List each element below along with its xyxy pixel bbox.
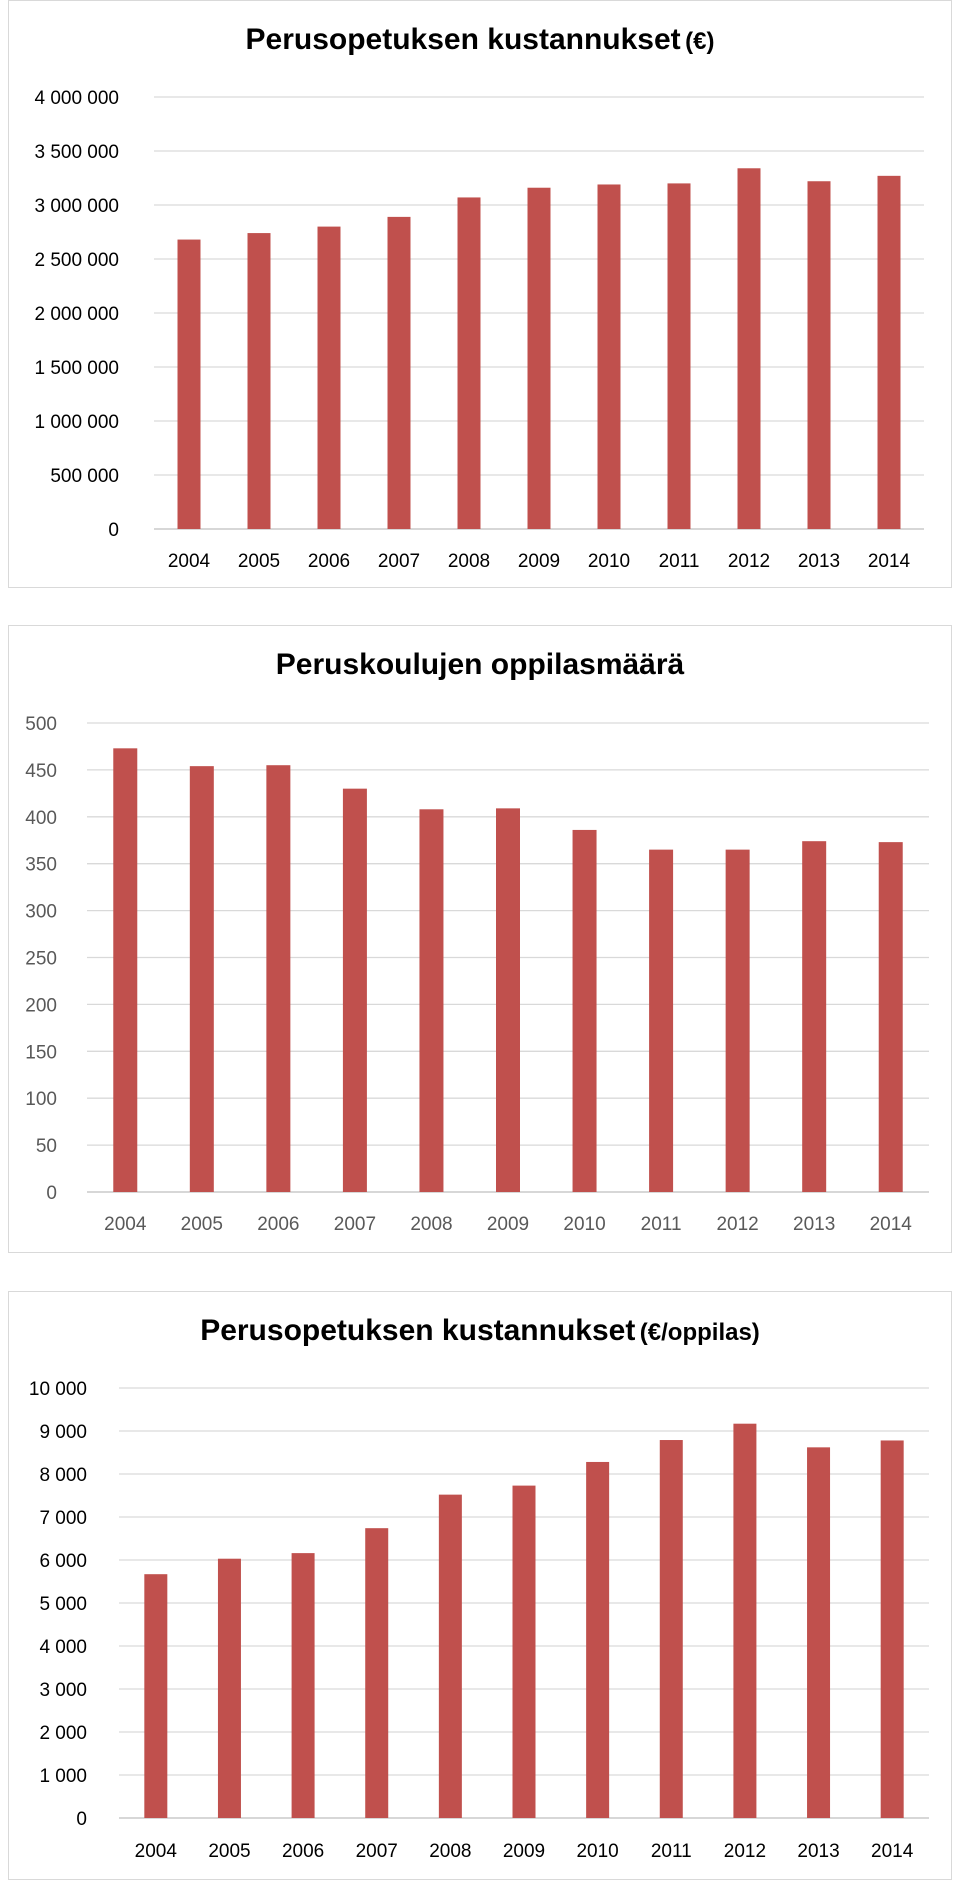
bar-2011 <box>668 183 691 529</box>
y-tick-label: 250 <box>25 948 57 970</box>
chart-panel-cost-per-pupil <box>8 1291 952 1880</box>
y-tick-label: 2 000 <box>39 1723 87 1744</box>
y-tick-label: 100 <box>25 1089 57 1111</box>
bar-2008 <box>458 197 481 529</box>
x-tick-label: 2014 <box>869 1214 912 1235</box>
y-tick-label: 6 000 <box>39 1551 87 1572</box>
bar-2004 <box>113 748 137 1192</box>
bar-2008 <box>419 809 443 1192</box>
y-tick-label: 9 000 <box>39 1422 87 1443</box>
x-tick-label: 2011 <box>650 1841 692 1862</box>
x-tick-label: 2004 <box>104 1214 147 1235</box>
x-tick-label: 2007 <box>355 1841 398 1862</box>
bar-2005 <box>190 766 214 1192</box>
x-tick-label: 2005 <box>208 1841 251 1862</box>
bar-2014 <box>881 1440 904 1818</box>
y-tick-label: 3 500 000 <box>34 142 119 163</box>
bar-2012 <box>733 1424 756 1818</box>
y-tick-label: 1 000 000 <box>34 412 119 433</box>
bar-2006 <box>266 765 290 1192</box>
y-tick-label: 400 <box>25 807 57 829</box>
chart-plot-cost-per-pupil <box>9 1292 953 1881</box>
y-tick-label: 300 <box>25 901 57 923</box>
y-tick-label: 2 000 000 <box>34 304 119 325</box>
x-tick-label: 2014 <box>867 551 911 572</box>
x-tick-label: 2013 <box>797 1841 840 1862</box>
y-tick-label: 5 000 <box>39 1594 87 1615</box>
chart-panel-costs <box>8 0 952 588</box>
x-tick-label: 2009 <box>517 551 561 572</box>
x-tick-label: 2012 <box>716 1214 759 1235</box>
x-tick-label: 2010 <box>576 1841 619 1862</box>
y-tick-label: 50 <box>35 1136 57 1158</box>
x-tick-label: 2014 <box>871 1841 914 1862</box>
chart-title-unit: (€) <box>685 28 715 55</box>
x-tick-label: 2006 <box>281 1841 325 1862</box>
x-tick-label: 2013 <box>793 1214 836 1235</box>
y-tick-label: 450 <box>25 760 57 782</box>
chart-title-main: Perusopetuksen kustannukset <box>200 1314 636 1347</box>
bar-2006 <box>292 1553 315 1818</box>
bar-2009 <box>496 808 520 1192</box>
bar-2010 <box>573 830 597 1192</box>
bar-2005 <box>218 1559 241 1818</box>
x-tick-label: 2006 <box>307 551 351 572</box>
y-tick-label: 8 000 <box>39 1465 87 1486</box>
bar-2007 <box>343 789 367 1192</box>
y-tick-label: 1 500 000 <box>34 358 119 379</box>
x-tick-label: 2009 <box>502 1841 546 1862</box>
bar-2012 <box>726 850 750 1192</box>
y-tick-label: 3 000 000 <box>34 196 119 217</box>
chart-panel-pupils <box>8 625 952 1253</box>
x-tick-label: 2007 <box>333 1214 377 1235</box>
x-tick-label: 2010 <box>587 551 631 572</box>
y-tick-label: 0 <box>76 1809 87 1830</box>
bar-2012 <box>738 168 761 529</box>
x-tick-label: 2012 <box>727 551 771 572</box>
y-tick-label: 10 000 <box>28 1379 87 1400</box>
x-tick-label: 2005 <box>180 1214 223 1235</box>
bar-2009 <box>513 1486 536 1818</box>
bar-2007 <box>365 1528 388 1818</box>
x-tick-label: 2004 <box>134 1841 177 1862</box>
y-tick-label: 500 <box>25 714 57 735</box>
x-tick-label: 2006 <box>257 1214 300 1235</box>
bar-2005 <box>248 233 271 529</box>
bar-2014 <box>878 176 901 529</box>
x-tick-label: 2005 <box>237 551 281 572</box>
x-tick-label: 2009 <box>486 1214 530 1235</box>
bar-2009 <box>528 188 551 529</box>
y-tick-label: 350 <box>25 854 57 876</box>
bar-2006 <box>318 227 341 529</box>
chart-title-main: Perusopetuksen kustannukset <box>245 23 681 56</box>
chart-plot-pupils <box>9 626 953 1254</box>
bar-2010 <box>598 184 621 529</box>
bar-2013 <box>807 1447 830 1818</box>
y-tick-label: 4 000 000 <box>34 88 119 109</box>
chart-title-main: Peruskoulujen oppilasmäärä <box>275 648 685 681</box>
x-tick-label: 2013 <box>797 551 841 572</box>
y-tick-label: 150 <box>25 1042 57 1064</box>
chart-title-unit: (€/oppilas) <box>639 1319 760 1346</box>
x-tick-label: 2011 <box>658 551 700 572</box>
y-tick-label: 200 <box>25 995 57 1017</box>
y-tick-label: 7 000 <box>39 1508 87 1529</box>
x-tick-label: 2008 <box>410 1214 453 1235</box>
bar-2011 <box>660 1440 683 1818</box>
bar-2008 <box>439 1495 462 1818</box>
bar-2004 <box>178 240 201 529</box>
y-tick-label: 500 000 <box>50 466 119 487</box>
bar-2014 <box>879 842 903 1192</box>
x-tick-label: 2008 <box>447 551 491 572</box>
x-tick-label: 2011 <box>640 1214 682 1235</box>
x-tick-label: 2010 <box>563 1214 606 1235</box>
x-tick-label: 2012 <box>723 1841 767 1862</box>
bar-2010 <box>586 1462 609 1818</box>
bar-2013 <box>808 181 831 529</box>
chart-plot-costs <box>9 1 953 589</box>
bar-2013 <box>802 841 826 1192</box>
y-tick-label: 4 000 <box>39 1637 87 1658</box>
x-tick-label: 2008 <box>429 1841 472 1862</box>
bar-2011 <box>649 850 673 1192</box>
y-tick-label: 0 <box>46 1183 57 1204</box>
y-tick-label: 2 500 000 <box>34 250 119 271</box>
y-tick-label: 3 000 <box>39 1680 87 1701</box>
y-tick-label: 1 000 <box>39 1766 87 1787</box>
x-tick-label: 2004 <box>167 551 211 572</box>
y-tick-label: 0 <box>108 520 119 541</box>
bar-2007 <box>388 217 411 529</box>
x-tick-label: 2007 <box>377 551 421 572</box>
bar-2004 <box>144 1574 167 1818</box>
